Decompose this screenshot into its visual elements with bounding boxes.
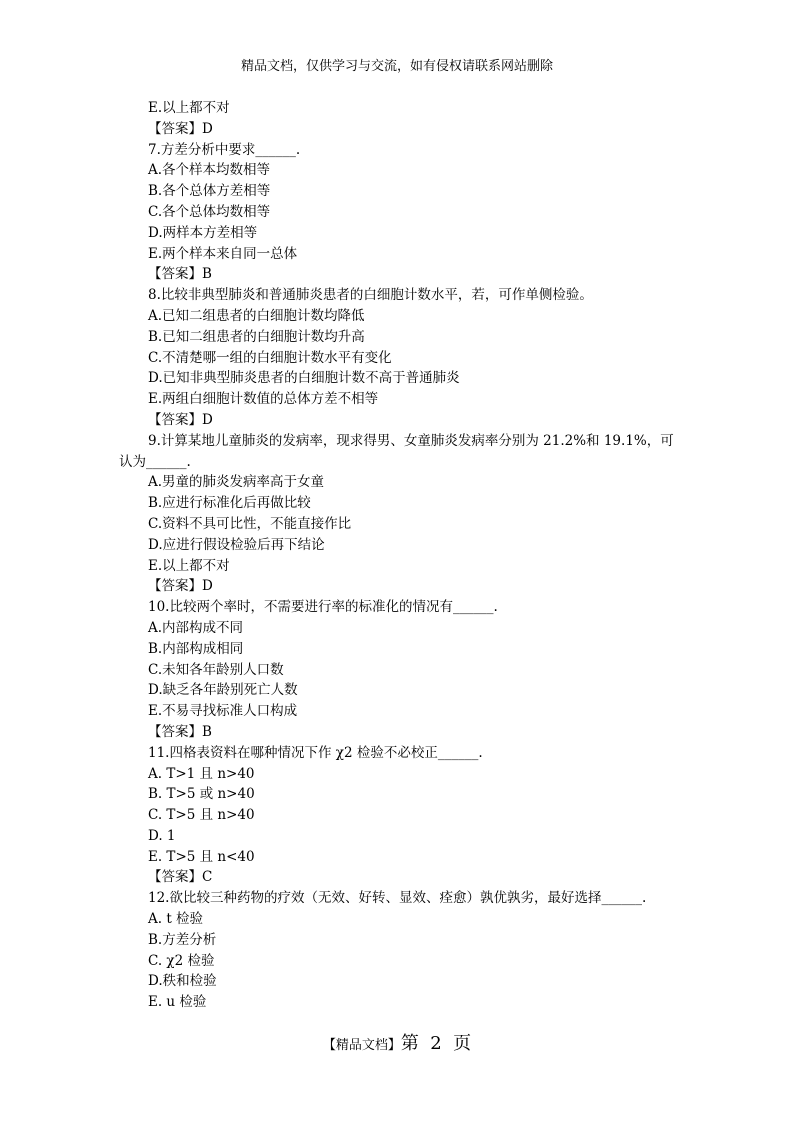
- option-c: C. T>5 且 n>40: [148, 807, 255, 824]
- option-e: E. u 检验: [148, 994, 207, 1011]
- option-e: E.不易寻找标准人口构成: [148, 703, 298, 720]
- footer-label: 【精品文档】: [322, 1038, 401, 1053]
- option-e: E.两组白细胞计数值的总体方差不相等: [148, 391, 379, 408]
- option-a: A. t 检验: [148, 911, 204, 928]
- question-text-continued: 认为______.: [119, 453, 191, 470]
- option-b: B.应进行标准化后再做比较: [148, 495, 311, 512]
- answer-line: 【答案】B: [148, 723, 212, 740]
- option-c: C.各个总体均数相等: [148, 203, 271, 220]
- question-10: [148, 597, 688, 743]
- question-text: 11.四格表资料在哪种情况下作 χ2 检验不必校正______.: [148, 744, 483, 761]
- option-c: C.未知各年龄别人口数: [148, 661, 284, 678]
- option-d: D.缺乏各年龄别死亡人数: [148, 682, 298, 699]
- question-12: [148, 888, 688, 1013]
- question-7: [148, 140, 688, 286]
- question-text: 9.计算某地儿童肺炎的发病率，现求得男、女童肺炎发病率分别为 21.2%和 19.1%，可: [148, 432, 674, 449]
- question-text: 8.比较非典型肺炎和普通肺炎患者的白细胞计数水平，若，可作单侧检验。: [148, 287, 593, 304]
- option-b: B.内部构成相同: [148, 640, 244, 657]
- option-d: D. 1: [148, 827, 176, 844]
- option-a: A.已知二组患者的白细胞计数均降低: [148, 307, 365, 324]
- question-8: [148, 285, 688, 431]
- option-e: E. T>5 且 n<40: [148, 848, 255, 865]
- question-9: [119, 431, 688, 597]
- option-b: B.已知二组患者的白细胞计数均升高: [148, 328, 365, 345]
- option-d: D.秩和检验: [148, 973, 217, 990]
- question-text: 12.欲比较三种药物的疗效（无效、好转、显效、痊愈）孰优孰劣，最好选择______.: [148, 890, 647, 907]
- option-c: C.资料不具可比性，不能直接作比: [148, 515, 352, 532]
- option-b: B. T>5 或 n>40: [148, 786, 255, 803]
- answer-line: 【答案】C: [148, 869, 213, 886]
- option-a: A.内部构成不同: [148, 619, 244, 636]
- option-a: A.男童的肺炎发病率高于女童: [148, 474, 325, 491]
- answer-line: 【答案】D: [148, 120, 213, 137]
- option-d: D.应进行假设检验后再下结论: [148, 536, 325, 553]
- question-text: 10.比较两个率时，不需要进行率的标准化的情况有______.: [148, 599, 498, 616]
- option-c: C. χ2 检验: [148, 952, 215, 969]
- question-text: 7.方差分析中要求______.: [148, 141, 301, 158]
- option-e: E.以上都不对: [148, 557, 230, 574]
- answer-line: 【答案】D: [148, 411, 213, 428]
- document-body: [119, 98, 688, 1013]
- page-footer: [0, 1033, 794, 1057]
- option-c: C.不清楚哪一组的白细胞计数水平有变化: [148, 349, 392, 366]
- option-e: E.以上都不对: [148, 100, 230, 116]
- option-b: B.方差分析: [148, 931, 217, 948]
- option-a: A.各个样本均数相等: [148, 162, 271, 179]
- option-d: D.两样本方差相等: [148, 224, 258, 241]
- option-b: B.各个总体方差相等: [148, 183, 271, 200]
- answer-line: 【答案】B: [148, 266, 212, 283]
- page-header: 精品文档，仅供学习与交流，如有侵权请联系网站删除: [240, 59, 553, 74]
- option-d: D.已知非典型肺炎患者的白细胞计数不高于普通肺炎: [148, 370, 460, 387]
- option-a: A. T>1 且 n>40: [148, 765, 255, 782]
- question-11: [148, 743, 688, 889]
- answer-line: 【答案】D: [148, 578, 213, 595]
- page-number: 第 2 页: [400, 1033, 472, 1054]
- option-e: E.两个样本来自同一总体: [148, 245, 298, 262]
